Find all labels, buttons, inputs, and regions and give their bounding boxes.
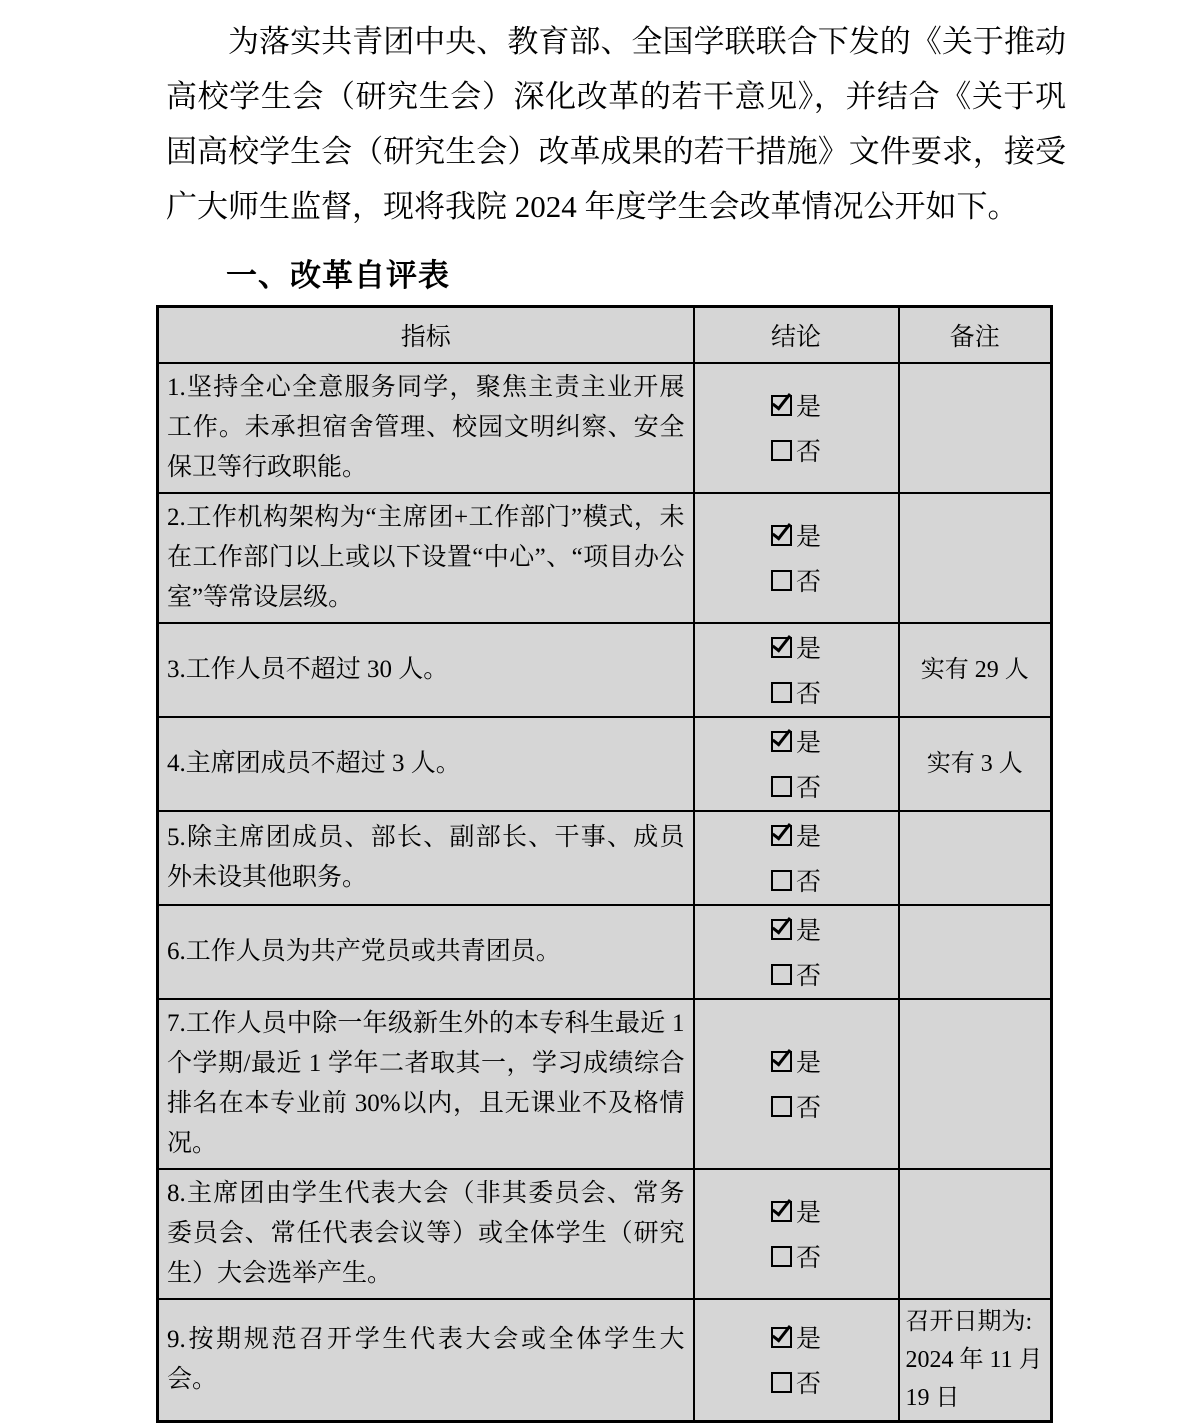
- no-checkbox[interactable]: [771, 558, 821, 603]
- no-checkbox[interactable]: [771, 428, 821, 473]
- no-checkbox[interactable]: [771, 1360, 821, 1405]
- indicator-cell: 1.坚持全心全意服务同学，聚焦主责主业开展工作。未承担宿舍管理、校园文明纠察、安全保卫等行政职能。: [158, 363, 694, 493]
- table-row: [158, 999, 1052, 1169]
- indicator-cell: 4.主席团成员不超过 3 人。: [158, 717, 694, 811]
- yes-label: 是: [795, 524, 821, 551]
- indicator-cell: 5.除主席团成员、部长、副部长、干事、成员外未设其他职务。: [158, 811, 694, 905]
- no-checkbox[interactable]: [771, 670, 821, 715]
- yes-label: 是: [795, 1200, 821, 1227]
- table-row: [158, 811, 1052, 905]
- remark-cell: [899, 905, 1052, 999]
- no-label: 否: [795, 681, 821, 708]
- checkbox-checked-icon: [771, 1051, 792, 1072]
- checkbox-group: [771, 907, 821, 997]
- indicator-cell: 3.工作人员不超过 30 人。: [158, 623, 694, 717]
- checkbox-group: [771, 1189, 821, 1279]
- no-label: 否: [795, 1371, 821, 1398]
- indicator-cell: 2.工作机构架构为“主席团+工作部门”模式，未在工作部门以上或以下设置“中心”、“项目办公室”等常设层级。: [158, 493, 694, 623]
- table-header-row: [158, 307, 1052, 363]
- indicator-cell: 9.按期规范召开学生代表大会或全体学生大会。: [158, 1299, 694, 1422]
- checkbox-unchecked-icon: [771, 1246, 792, 1267]
- table-row: [158, 1169, 1052, 1299]
- checkbox-checked-icon: [771, 1201, 792, 1222]
- checkbox-group: [771, 813, 821, 903]
- yes-label: 是: [795, 824, 821, 851]
- header-conclusion: 结论: [694, 307, 899, 363]
- no-label: 否: [795, 569, 821, 596]
- no-label: 否: [795, 439, 821, 466]
- remark-cell: [899, 493, 1052, 623]
- remark-cell: [899, 363, 1052, 493]
- checkbox-checked-icon: [771, 731, 792, 752]
- checkbox-unchecked-icon: [771, 870, 792, 891]
- table-row: [158, 905, 1052, 999]
- table-row: [158, 363, 1052, 493]
- conclusion-cell: [694, 363, 899, 493]
- no-label: 否: [795, 775, 821, 802]
- table-row: [158, 1299, 1052, 1422]
- no-label: 否: [795, 1095, 821, 1122]
- no-label: 否: [795, 1245, 821, 1272]
- checkbox-checked-icon: [771, 395, 792, 416]
- conclusion-cell: [694, 811, 899, 905]
- checkbox-group: [771, 1315, 821, 1405]
- checkbox-unchecked-icon: [771, 1096, 792, 1117]
- yes-label: 是: [795, 394, 821, 421]
- yes-label: 是: [795, 636, 821, 663]
- no-checkbox[interactable]: [771, 1084, 821, 1129]
- checkbox-unchecked-icon: [771, 776, 792, 797]
- conclusion-cell: [694, 623, 899, 717]
- checkbox-checked-icon: [771, 525, 792, 546]
- no-label: 否: [795, 869, 821, 896]
- checkbox-unchecked-icon: [771, 440, 792, 461]
- conclusion-cell: [694, 905, 899, 999]
- conclusion-cell: [694, 1299, 899, 1422]
- yes-checkbox[interactable]: [771, 813, 821, 858]
- no-checkbox[interactable]: [771, 858, 821, 903]
- remark-cell: [899, 811, 1052, 905]
- remark-cell: 实有 3 人: [899, 717, 1052, 811]
- yes-checkbox[interactable]: [771, 1315, 821, 1360]
- remark-cell: 召开日期为: 2024 年 11 月 19 日: [899, 1299, 1052, 1422]
- yes-checkbox[interactable]: [771, 1039, 821, 1084]
- yes-label: 是: [795, 918, 821, 945]
- indicator-cell: 6.工作人员为共产党员或共青团员。: [158, 905, 694, 999]
- conclusion-cell: [694, 999, 899, 1169]
- table-row: [158, 717, 1052, 811]
- yes-checkbox[interactable]: [771, 907, 821, 952]
- no-checkbox[interactable]: [771, 952, 821, 997]
- intro-paragraph: 为落实共青团中央、教育部、全国学联联合下发的《关于推动高校学生会（研究生会）深化改革的若干意见》，并结合《关于巩固高校学生会（研究生会）改革成果的若干措施》文件要求，接受广大师生监督，现将我院 2024 年度学生会改革情况公开如下。: [166, 24, 1066, 224]
- yes-checkbox[interactable]: [771, 383, 821, 428]
- yes-label: 是: [795, 730, 821, 757]
- yes-label: 是: [795, 1050, 821, 1077]
- header-indicator: 指标: [158, 307, 694, 363]
- checkbox-unchecked-icon: [771, 964, 792, 985]
- checkbox-unchecked-icon: [771, 1372, 792, 1393]
- remark-cell: 实有 29 人: [899, 623, 1052, 717]
- remark-cell: [899, 999, 1052, 1169]
- remark-cell: [899, 1169, 1052, 1299]
- table-row: [158, 493, 1052, 623]
- yes-checkbox[interactable]: [771, 1189, 821, 1234]
- yes-label: 是: [795, 1326, 821, 1353]
- header-remark: 备注: [899, 307, 1052, 363]
- checkbox-group: [771, 625, 821, 715]
- no-checkbox[interactable]: [771, 1234, 821, 1279]
- conclusion-cell: [694, 1169, 899, 1299]
- yes-checkbox[interactable]: [771, 513, 821, 558]
- checkbox-group: [771, 513, 821, 603]
- self-evaluation-table: [156, 305, 1053, 1423]
- checkbox-unchecked-icon: [771, 682, 792, 703]
- checkbox-unchecked-icon: [771, 570, 792, 591]
- checkbox-checked-icon: [771, 1327, 792, 1348]
- section-title: 一、改革自评表: [226, 258, 450, 293]
- checkbox-group: [771, 719, 821, 809]
- yes-checkbox[interactable]: [771, 719, 821, 764]
- checkbox-checked-icon: [771, 825, 792, 846]
- indicator-cell: 7.工作人员中除一年级新生外的本专科生最近 1 个学期/最近 1 学年二者取其一，学习成绩综合排名在本专业前 30%以内，且无课业不及格情况。: [158, 999, 694, 1169]
- conclusion-cell: [694, 493, 899, 623]
- conclusion-cell: [694, 717, 899, 811]
- document-page: [0, 14, 1190, 1411]
- yes-checkbox[interactable]: [771, 625, 821, 670]
- checkbox-group: [771, 1039, 821, 1129]
- no-checkbox[interactable]: [771, 764, 821, 809]
- indicator-cell: 8.主席团由学生代表大会（非其委员会、常务委员会、常任代表会议等）或全体学生（研究生）大会选举产生。: [158, 1169, 694, 1299]
- no-label: 否: [795, 963, 821, 990]
- checkbox-checked-icon: [771, 919, 792, 940]
- checkbox-group: [771, 383, 821, 473]
- table-row: [158, 623, 1052, 717]
- checkbox-checked-icon: [771, 637, 792, 658]
